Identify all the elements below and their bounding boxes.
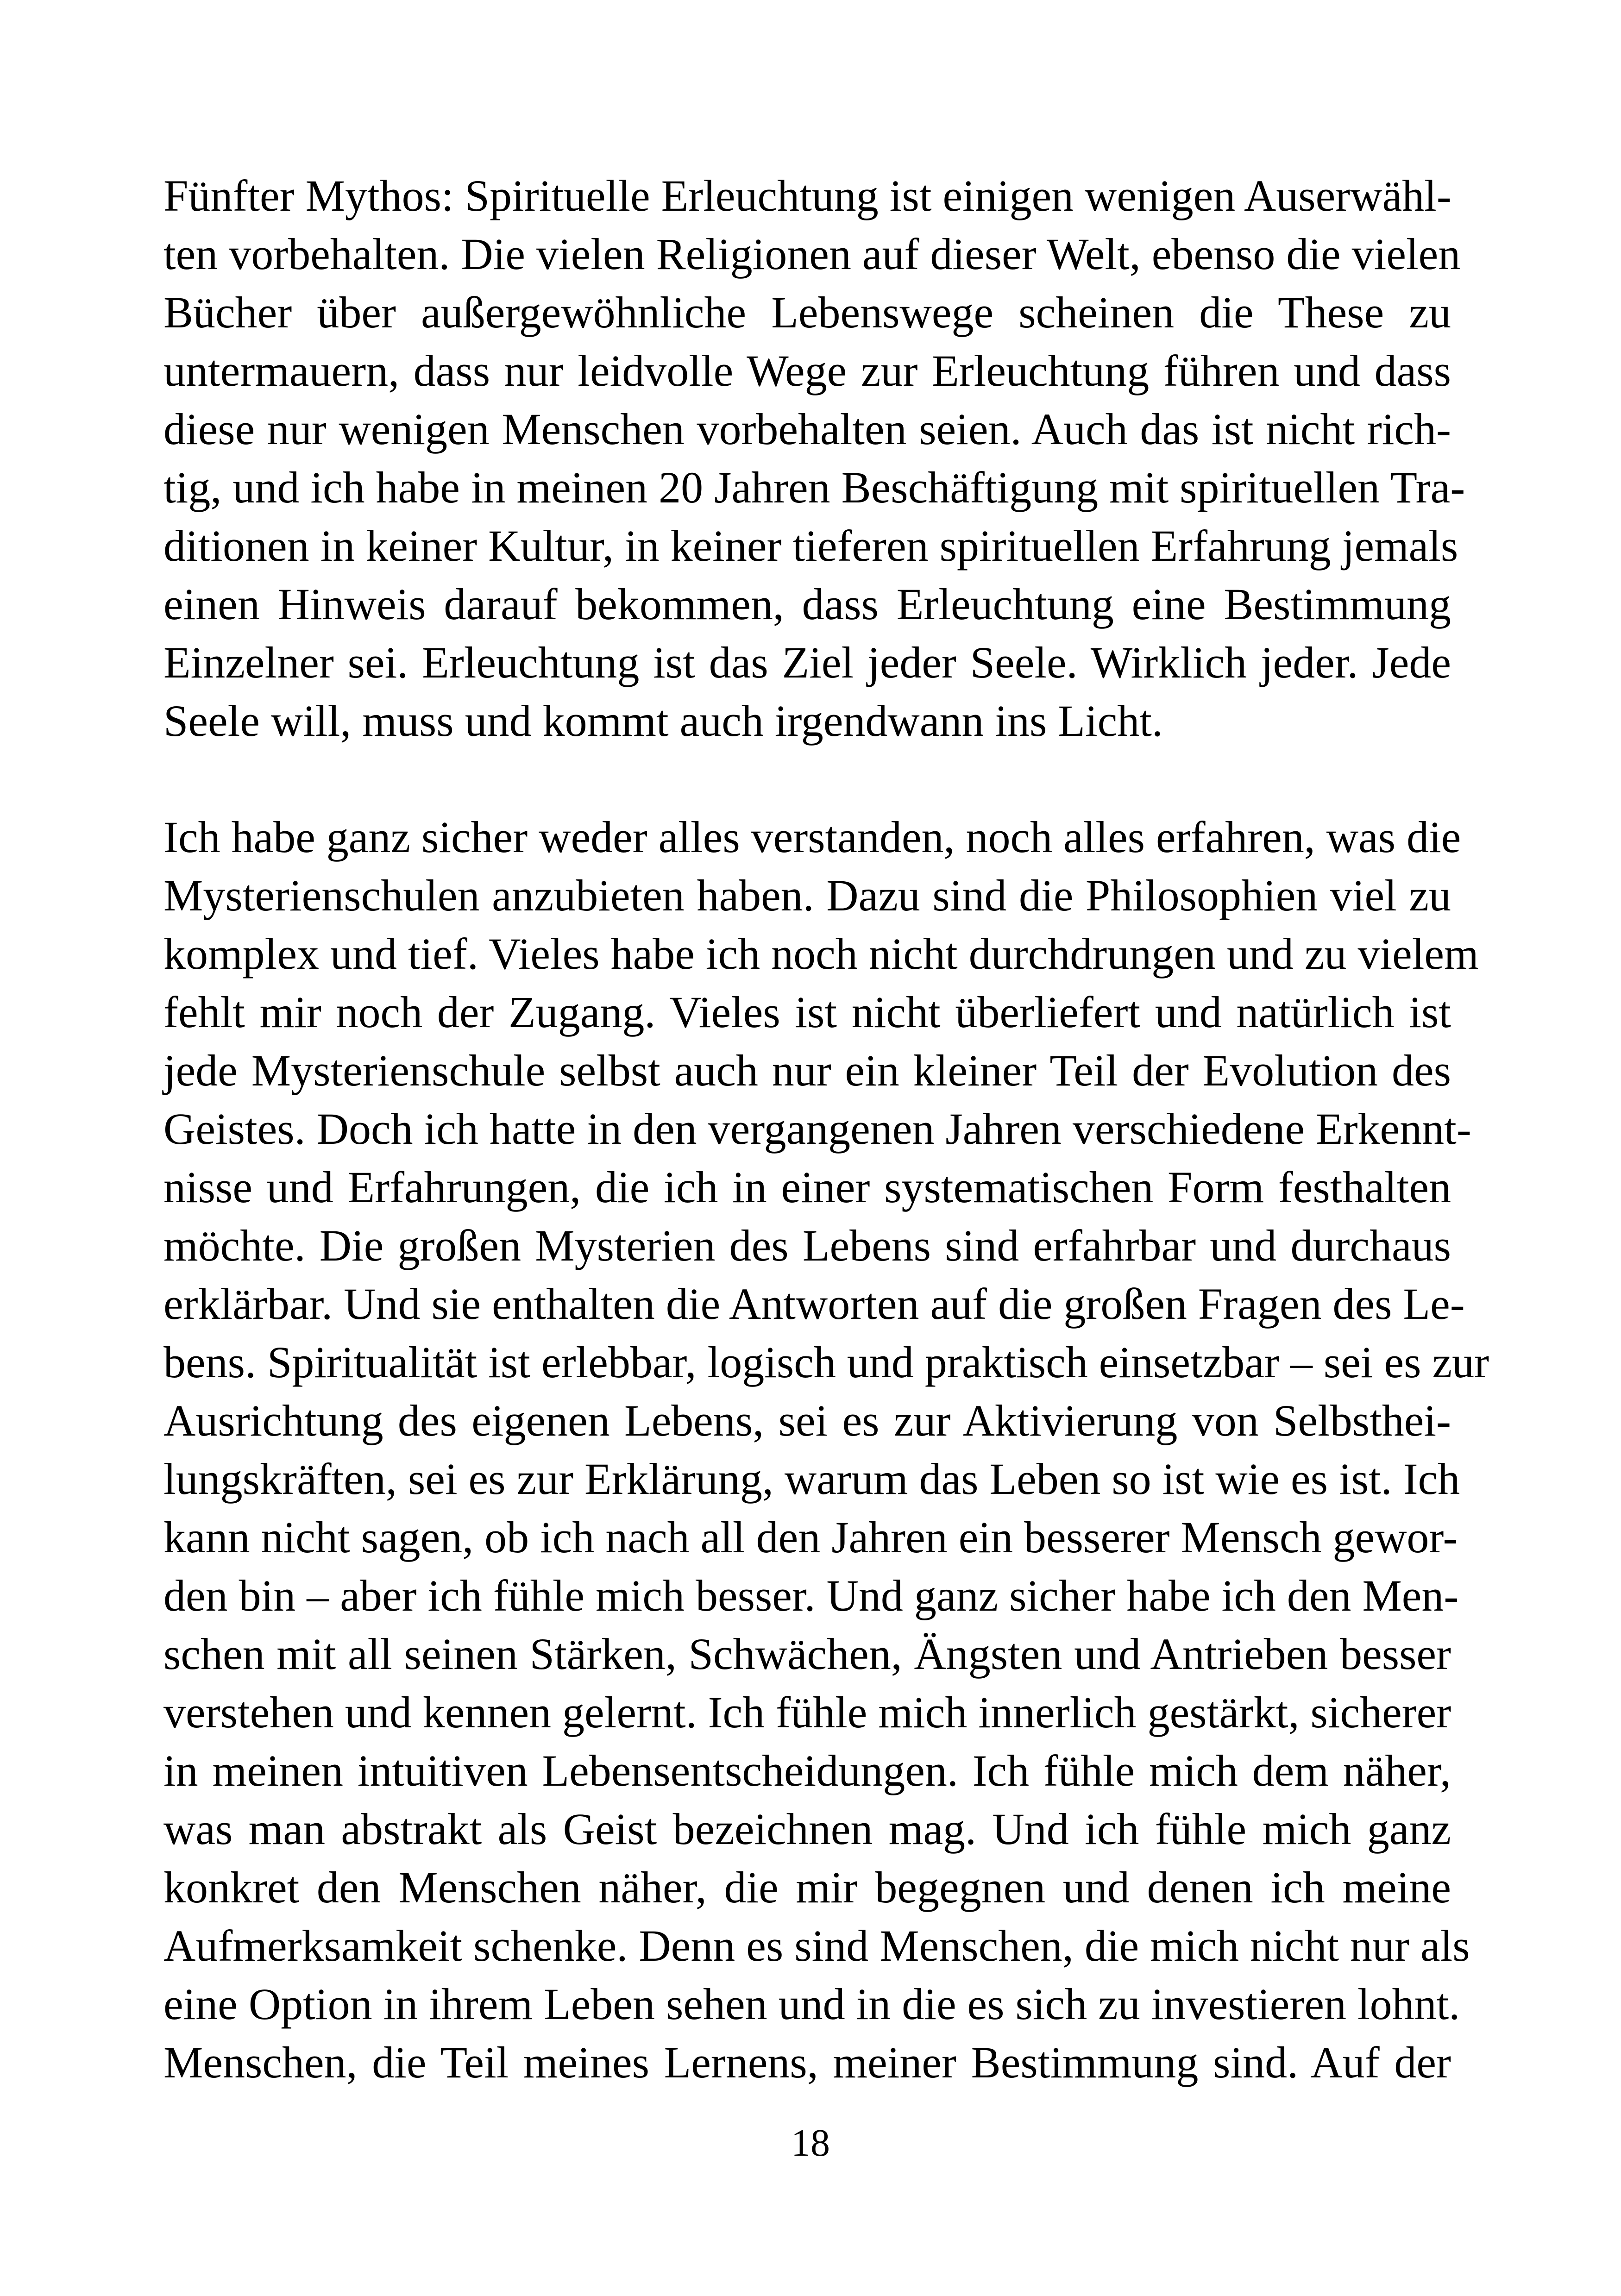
text-line: Ich habe ganz sicher weder alles verstanden, noch alles erfahren, was die: [163, 812, 1461, 862]
text-line: Geistes. Doch ich hatte in den vergangenen Jahren verschiedene Erkennt-: [163, 1104, 1471, 1154]
page-number: 18: [791, 2121, 830, 2164]
text-line: Seele will, muss und kommt auch irgendwann ins Licht.: [163, 696, 1163, 746]
text-line: was man abstrakt als Geist bezeichnen mag. Und ich fühle mich ganz: [163, 1804, 1451, 1854]
text-line: möchte. Die großen Mysterien des Lebens sind erfahrbar und durchaus: [163, 1221, 1451, 1270]
text-line: Aufmerksamkeit schenke. Denn es sind Menschen, die mich nicht nur als: [163, 1921, 1470, 1970]
text-line: Ausrichtung des eigenen Lebens, sei es zur Aktivierung von Selbsthei-: [163, 1396, 1451, 1445]
text-line: Fünfter Mythos: Spirituelle Erleuchtung ist einigen wenigen Auserwähl-: [163, 171, 1451, 220]
text-line: diese nur wenigen Menschen vorbehalten seien. Auch das ist nicht rich-: [163, 404, 1451, 454]
paragraph-1: [163, 167, 1465, 750]
text-line: untermauern, dass nur leidvolle Wege zur Erleuchtung führen und dass: [163, 346, 1451, 395]
text-line: tig, und ich habe in meinen 20 Jahren Beschäftigung mit spirituellen Tra-: [163, 463, 1465, 512]
text-line: nisse und Erfahrungen, die ich in einer systematischen Form festhalten: [163, 1162, 1451, 1212]
text-line: kann nicht sagen, ob ich nach all den Jahren ein besserer Mensch gewor-: [163, 1512, 1458, 1562]
text-line: ditionen in keiner Kultur, in keiner tieferen spirituellen Erfahrung jemals: [163, 521, 1458, 571]
text-line: bens. Spiritualität ist erlebbar, logisch und praktisch einsetzbar – sei es zur: [163, 1337, 1489, 1387]
text-line: eine Option in ihrem Leben sehen und in die es sich zu investieren lohnt.: [163, 1979, 1460, 2029]
text-line: komplex und tief. Vieles habe ich noch nicht durchdrungen und zu vielem: [163, 929, 1479, 979]
text-line: ten vorbehalten. Die vielen Religionen auf dieser Welt, ebenso die vielen: [163, 229, 1461, 279]
text-line: Einzelner sei. Erleuchtung ist das Ziel jeder Seele. Wirklich jeder. Jede: [163, 638, 1451, 687]
text-line: lungskräften, sei es zur Erklärung, warum das Leben so ist wie es ist. Ich: [163, 1454, 1460, 1504]
text-line: schen mit all seinen Stärken, Schwächen, Ängsten und Antrieben besser: [163, 1629, 1451, 1679]
text-line: jede Mysterienschule selbst auch nur ein kleiner Teil der Evolution des: [163, 1046, 1451, 1095]
text-line: einen Hinweis darauf bekommen, dass Erleuchtung eine Bestimmung: [163, 579, 1451, 629]
text-line: konkret den Menschen näher, die mir begegnen und denen ich meine: [163, 1863, 1451, 1912]
text-line: in meinen intuitiven Lebensentscheidungen. Ich fühle mich dem näher,: [163, 1746, 1451, 1795]
paragraph-2: [163, 808, 1489, 2092]
text-line: fehlt mir noch der Zugang. Vieles ist nicht überliefert und natürlich ist: [163, 987, 1451, 1037]
text-line: Menschen, die Teil meines Lernens, meiner Bestimmung sind. Auf der: [163, 2038, 1451, 2087]
text-line: erklärbar. Und sie enthalten die Antworten auf die großen Fragen des Le-: [163, 1279, 1465, 1329]
text-line: den bin – aber ich fühle mich besser. Und ganz sicher habe ich den Men-: [163, 1571, 1459, 1620]
text-line: Mysterienschulen anzubieten haben. Dazu sind die Philosophien viel zu: [163, 871, 1451, 920]
text-line: verstehen und kennen gelernt. Ich fühle mich innerlich gestärkt, sicherer: [163, 1687, 1451, 1737]
text-line: Bücher über außergewöhnliche Lebenswege scheinen die These zu: [163, 288, 1451, 337]
